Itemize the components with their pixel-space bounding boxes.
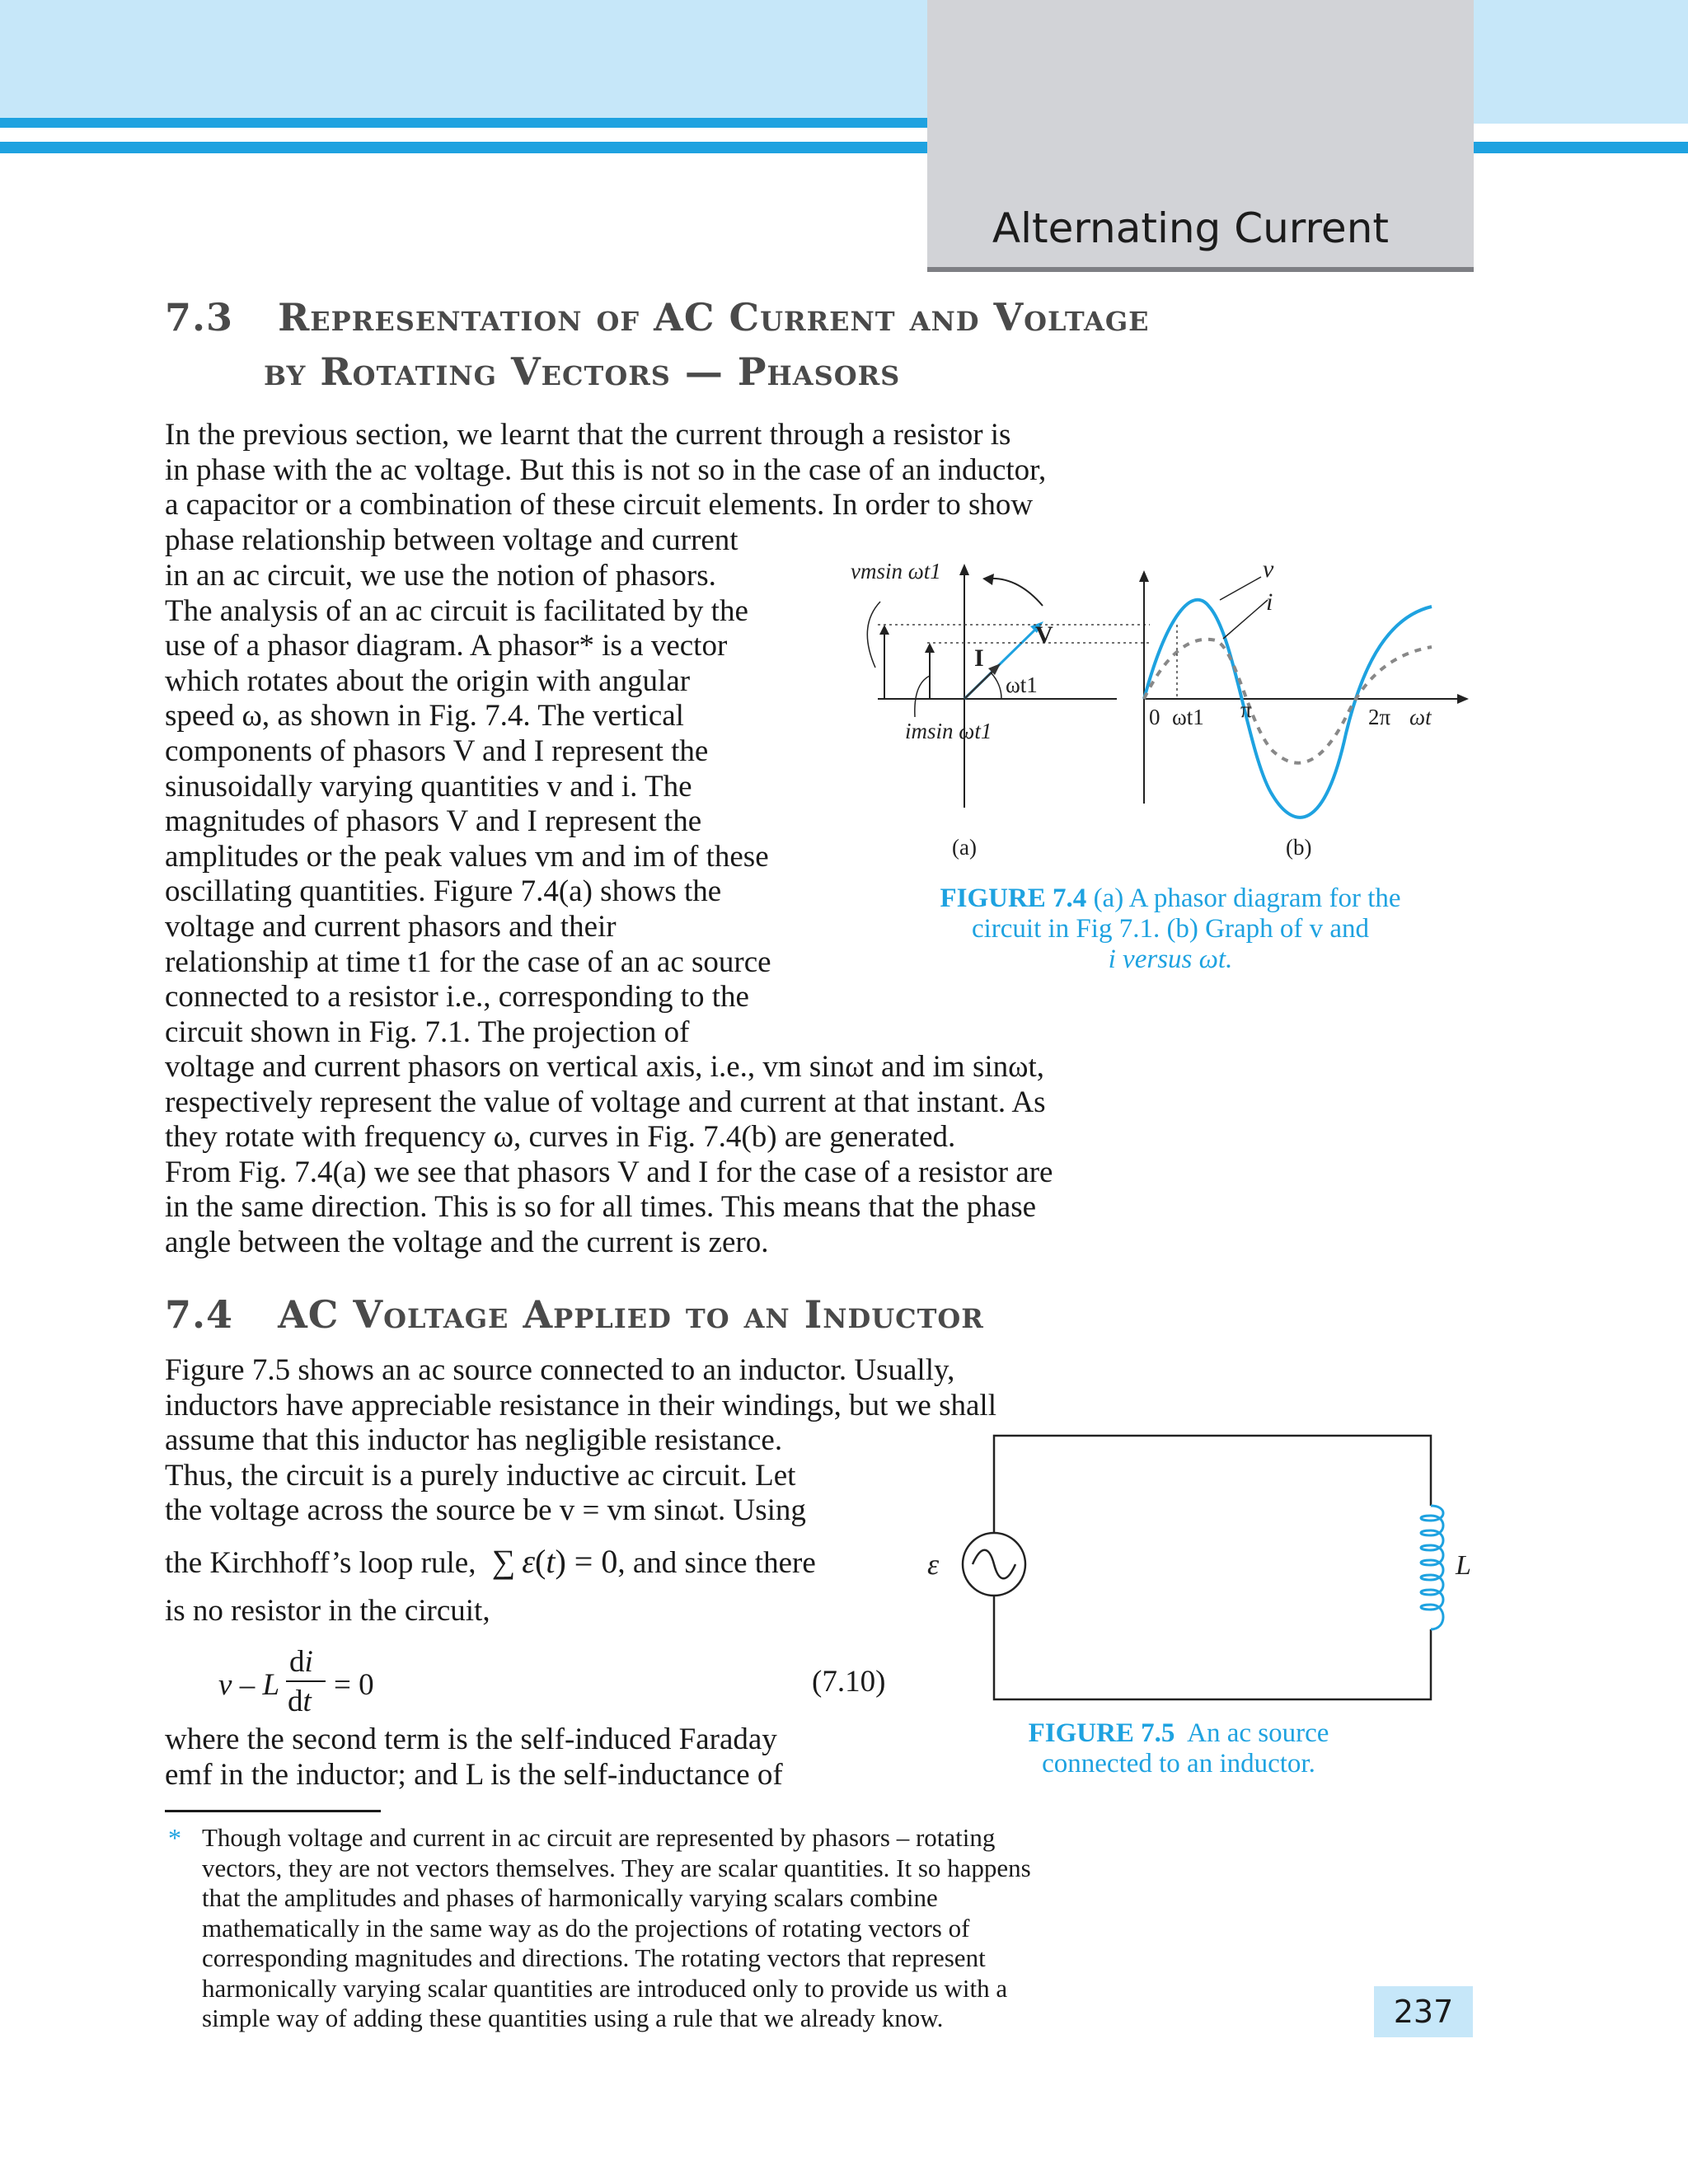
figure-7-4 xyxy=(832,552,1475,865)
text-line: relationship at time t1 for the case of an ac source xyxy=(165,944,771,979)
header-stripe-left xyxy=(0,118,927,128)
footnote-line: vectors, they are not vectors themselves. They are scalar quantities. It so happens xyxy=(202,1853,1031,1882)
footnote-line: harmonically varying scalar quantities are introduced only to provide us with a xyxy=(202,1973,1008,2003)
header-stripe-left-2 xyxy=(0,142,927,153)
section-7-3-heading xyxy=(165,295,1187,340)
kirchhoff-line xyxy=(165,1544,900,1582)
section-7-3-para1 xyxy=(165,418,1158,558)
section-7-4-heading xyxy=(165,1292,1154,1337)
figure-7-4-b-label: (b) xyxy=(1286,835,1312,860)
footnote-line: that the amplitudes and phases of harmonically varying scalars combine xyxy=(202,1883,938,1912)
section-7-4-title: AC Voltage Applied to an Inductor xyxy=(278,1292,984,1337)
section-7-3-number: 7.3 xyxy=(165,295,234,340)
vi-graph xyxy=(1139,555,1469,860)
figure-7-4-caption xyxy=(874,883,1467,975)
text-line: magnitudes of phasors V and I represent the xyxy=(165,804,702,839)
im-projection-arrowhead xyxy=(925,643,935,653)
axis-label-wt1: ωt1 xyxy=(1172,705,1204,729)
text-line: inductors have appreciable resistance in their windings, but we shall xyxy=(165,1388,996,1422)
text-line: which rotates about the origin with angular xyxy=(165,663,691,698)
text-line: angle between the voltage and the current is zero. xyxy=(165,1225,769,1259)
figure-7-4-a-label: (a) xyxy=(952,835,977,860)
figure-7-5-caption xyxy=(973,1718,1385,1779)
text-line: circuit shown in Fig. 7.1. The projection of xyxy=(165,1015,690,1049)
text-line: amplitudes or the peak values vm and im of these xyxy=(165,839,769,874)
caption-line: circuit in Fig 7.1. (b) Graph of v and xyxy=(971,914,1370,944)
angle-label: ωt1 xyxy=(1006,673,1038,697)
vm-label-pointer xyxy=(867,602,880,668)
kirchhoff-tail: , and since there xyxy=(617,1546,816,1580)
text-line: in the same direction. This is so for all times. This means that the phase xyxy=(165,1190,1037,1225)
footnote-line: mathematically in the same way as do the projections of rotating vectors of xyxy=(202,1913,970,1943)
vm-projection-arrowhead xyxy=(879,625,889,635)
section-7-3-heading-line2 xyxy=(264,349,1170,394)
phasor-y-arrowhead xyxy=(959,564,969,575)
text-line: components of phasors V and I represent the xyxy=(165,733,709,768)
section-7-4-after-eq xyxy=(165,1722,900,1793)
text-line: emf in the inductor; and L is the self-inductance of xyxy=(165,1757,783,1792)
text-line: voltage and current phasors and their xyxy=(165,909,617,944)
text-line: speed ω, as shown in Fig. 7.4. The vertical xyxy=(165,699,684,733)
phasor-V-label: V xyxy=(1035,621,1053,649)
angle-arc xyxy=(991,673,1001,699)
footnote-line: corresponding magnitudes and directions. The rotating vectors that represent xyxy=(202,1943,986,1972)
footnote-line: simple way of adding these quantities using a rule that we already know. xyxy=(202,2004,944,2032)
text-line: they rotate with frequency ω, curves in Fig. 7.4(b) are generated. xyxy=(165,1120,956,1155)
kirchhoff-text: the Kirchhoff’s loop rule, xyxy=(165,1546,476,1580)
figure-7-5-circuit xyxy=(923,1430,1484,1706)
footnote-text xyxy=(202,1823,1158,2034)
graph-x-arrowhead xyxy=(1457,694,1469,704)
text-line: in phase with the ac voltage. But this is not so in the case of an inductor, xyxy=(165,452,1047,487)
text-line: a capacitor or a combination of these circuit elements. In order to show xyxy=(165,488,1034,523)
text-line: oscillating quantities. Figure 7.4(a) shows the xyxy=(165,874,722,909)
caption-line: connected to an inductor. xyxy=(1042,1749,1315,1779)
caption-line: i versus ωt. xyxy=(1108,944,1233,974)
kirchhoff-formula: ∑ ε(t) = 0 xyxy=(483,1543,618,1580)
chapter-title: Alternating Current xyxy=(992,204,1389,252)
text-line: voltage and current phasors on vertical axis, i.e., vm sinωt and im sinωt, xyxy=(165,1050,1045,1084)
current-curve xyxy=(1144,640,1432,763)
im-label-pointer xyxy=(915,676,930,717)
text-line: The analysis of an ac circuit is facilitated by the xyxy=(165,593,748,628)
text-line: use of a phasor diagram. A phasor* is a vector xyxy=(165,629,728,663)
no-resistor-line: is no resistor in the circuit, xyxy=(165,1594,490,1628)
section-7-3-title-line2: by Rotating Vectors — Phasors xyxy=(264,349,901,394)
section-7-4-para-wrapped xyxy=(165,1423,900,1529)
text-line: respectively represent the value of voltage and current at that instant. As xyxy=(165,1085,1046,1119)
text-line: assume that this inductor has negligible resistance. xyxy=(165,1423,783,1457)
text-line: Figure 7.5 shows an ac source connected to an inductor. Usually, xyxy=(165,1353,955,1387)
text-line: From Fig. 7.4(a) we see that phasors V and I for the case of a resistor are xyxy=(165,1155,1053,1189)
axis-label-pi: π xyxy=(1240,697,1252,722)
caption-line xyxy=(973,1718,1385,1749)
phasor-diagram xyxy=(851,559,1150,860)
page-number: 237 xyxy=(1374,1986,1473,2037)
rotation-arrowhead xyxy=(982,574,994,585)
im-label: imsin ωt1 xyxy=(905,719,992,743)
text-line: sinusoidally varying quantities v and i. The xyxy=(165,769,692,804)
header-stripe-right xyxy=(1474,142,1688,153)
text-line: connected to a resistor i.e., corresponding to the xyxy=(165,980,749,1015)
footnote-rule xyxy=(165,1810,381,1812)
text-line: the voltage across the source be v = vm sinωt. Using xyxy=(165,1493,806,1528)
axis-label-wt: ωt xyxy=(1409,705,1432,729)
text-line: phase relationship between voltage and current xyxy=(165,523,738,557)
section-7-3-para2-wrapped xyxy=(165,559,816,1050)
text-line: in an ac circuit, we use the notion of phasors. xyxy=(165,559,716,593)
phasor-I-label: I xyxy=(974,644,984,672)
axis-label-0: 0 xyxy=(1149,705,1160,729)
section-7-3-title-line1: Representation of AC Current and Voltage xyxy=(278,295,1150,340)
legend-i: i xyxy=(1266,588,1273,616)
graph-y-arrowhead xyxy=(1139,570,1149,582)
emf-symbol: ε xyxy=(927,1548,940,1581)
caption-label: FIGURE 7.4 xyxy=(940,883,1087,913)
text-line: Thus, the circuit is a purely inductive ac circuit. Let xyxy=(165,1458,796,1493)
equation-7-10: v – L di dt = 0 xyxy=(218,1645,374,1718)
caption-label: FIGURE 7.5 xyxy=(1028,1718,1175,1748)
v-legend-pointer xyxy=(1220,577,1261,600)
legend-v: v xyxy=(1263,555,1274,583)
section-7-4-number: 7.4 xyxy=(165,1292,234,1337)
text-line: In the previous section, we learnt that the current through a resistor is xyxy=(165,418,1011,452)
equation-number: (7.10) xyxy=(812,1665,886,1699)
section-7-4-para-full xyxy=(165,1353,1158,1423)
section-7-3-para2-full xyxy=(165,1050,1158,1261)
vm-label: vmsin ωt1 xyxy=(851,559,941,583)
i-legend-pointer xyxy=(1223,600,1268,639)
rotation-arrow xyxy=(989,579,1043,606)
text-line: where the second term is the self-induced Faraday xyxy=(165,1722,777,1756)
footnote-marker: * xyxy=(168,1823,181,1853)
caption-line xyxy=(874,883,1467,914)
caption-text: An ac source xyxy=(1187,1718,1329,1748)
caption-text: (a) A phasor diagram for the xyxy=(1093,883,1401,913)
axis-label-2pi: 2π xyxy=(1368,705,1391,729)
circuit-loop xyxy=(994,1436,1431,1699)
footnote-line: Though voltage and current in ac circuit are represented by phasors – rotating xyxy=(202,1823,996,1852)
inductor-symbol: L xyxy=(1456,1550,1471,1581)
